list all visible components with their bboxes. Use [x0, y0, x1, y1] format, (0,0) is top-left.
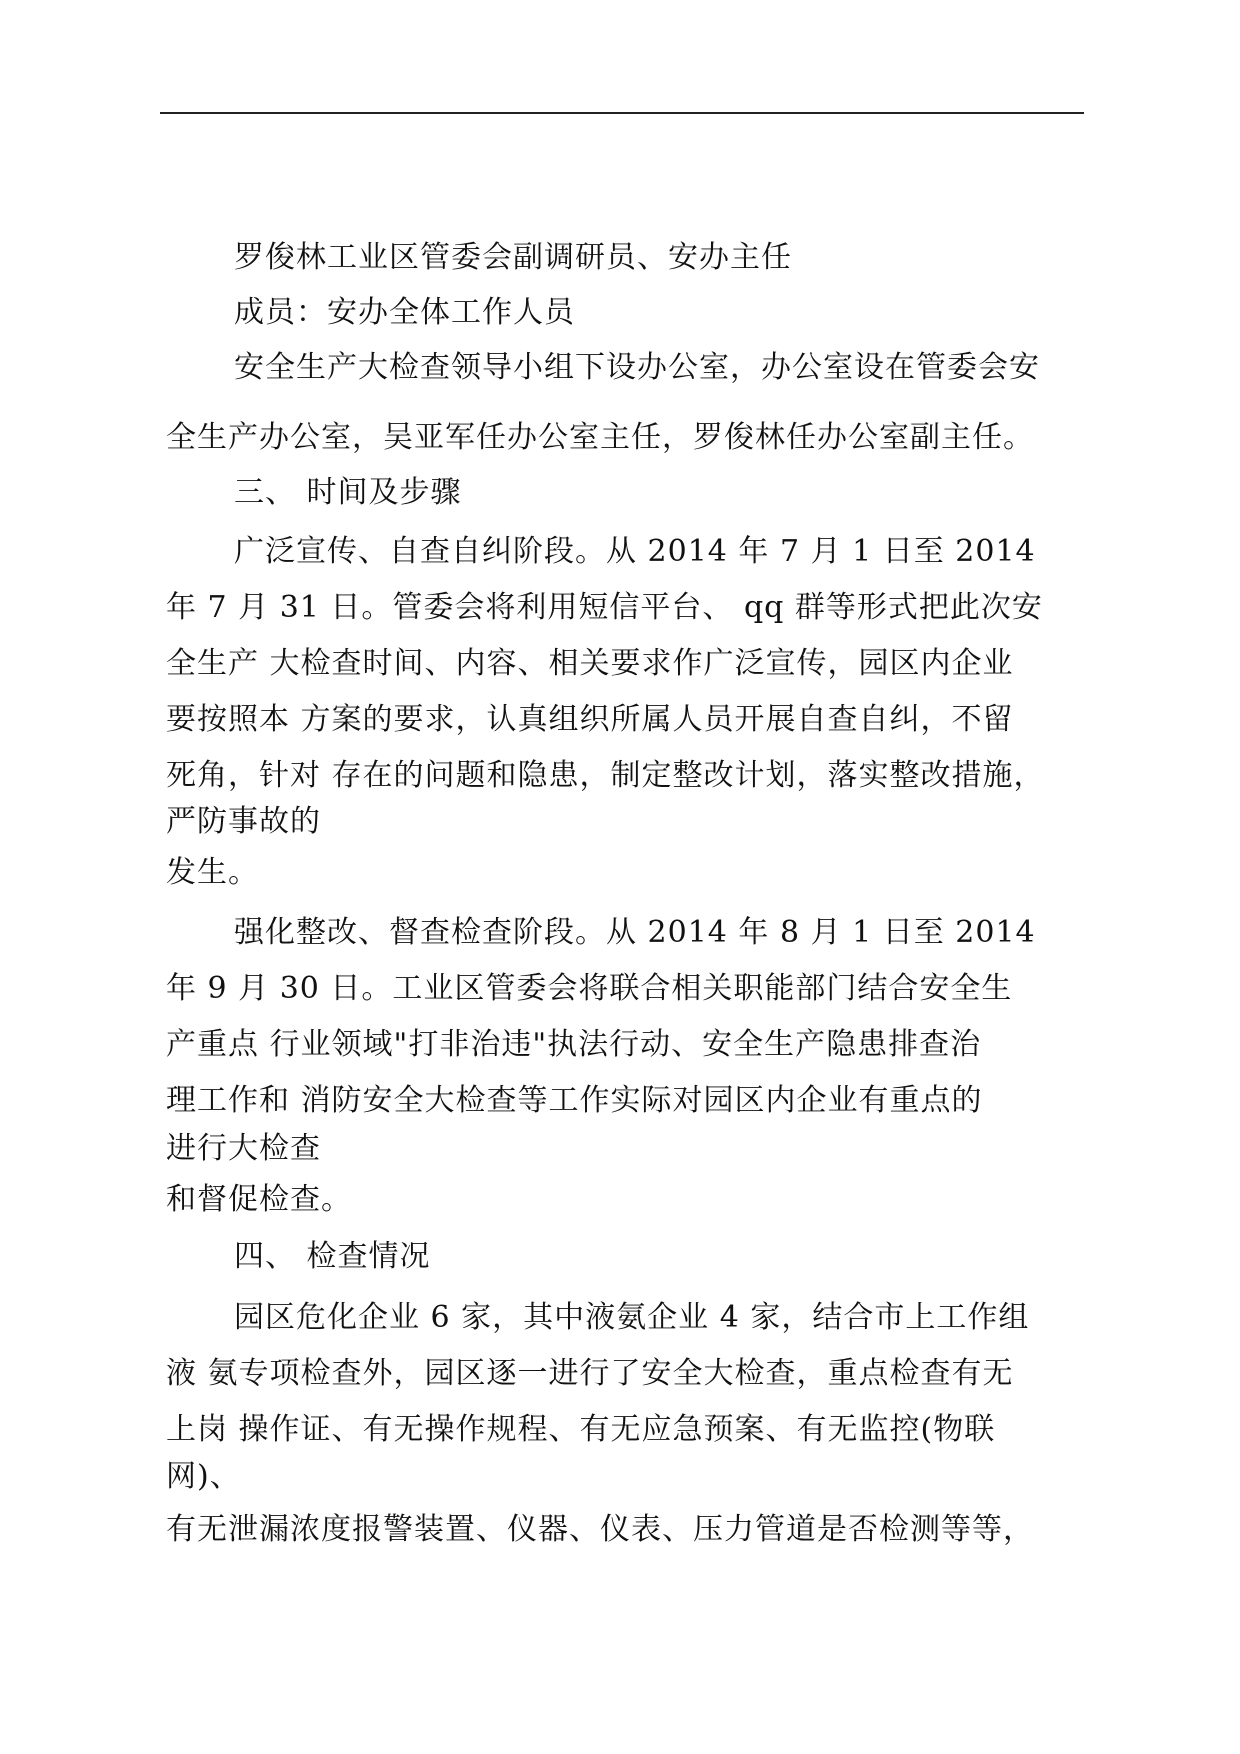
text-line: 发生。 — [166, 855, 259, 890]
section-heading: 三、 时间及步骤 — [234, 475, 462, 510]
text-line: 和督促检查。 — [166, 1182, 352, 1217]
text-line: 要按照本 方案的要求，认真组织所属人员开展自查自纠，不留 — [166, 702, 1014, 737]
text-line: 液 氨专项检查外，园区逐一进行了安全大检查，重点检查有无 — [166, 1356, 1014, 1391]
text-line: 成员：安办全体工作人员 — [234, 295, 575, 330]
section-heading: 四、 检查情况 — [234, 1239, 431, 1274]
text-line: 理工作和 消防安全大检查等工作实际对园区内企业有重点的 — [166, 1083, 983, 1118]
text-line: 年 9 月 30 日。工业区管委会将联合相关职能部门结合安全生 — [166, 971, 1013, 1006]
text-line: 罗俊林工业区管委会副调研员、安办主任 — [234, 240, 792, 275]
text-line: 强化整改、督查检查阶段。从 2014 年 8 月 1 日至 2014 — [234, 915, 1036, 950]
text-line: 网)、 — [166, 1459, 241, 1494]
text-line: 进行大检查 — [166, 1131, 321, 1166]
text-line: 安全生产大检查领导小组下设办公室，办公室设在管委会安 — [234, 350, 1040, 385]
text-line: 全生产办公室，吴亚军任办公室主任，罗俊林任办公室副主任。 — [166, 420, 1034, 455]
text-line: 上岗 操作证、有无操作规程、有无应急预案、有无监控(物联 — [166, 1412, 996, 1447]
text-line: 有无泄漏浓度报警装置、仪器、仪表、压力管道是否检测等等， — [166, 1512, 1034, 1547]
text-line: 广泛宣传、自查自纠阶段。从 2014 年 7 月 1 日至 2014 — [234, 534, 1036, 569]
text-line: 全生产 大检查时间、内容、相关要求作广泛宣传，园区内企业 — [166, 646, 1014, 681]
text-line: 园区危化企业 6 家，其中液氨企业 4 家，结合市上工作组 — [234, 1300, 1030, 1335]
text-line: 死角，针对 存在的问题和隐患，制定整改计划，落实整改措施， — [166, 758, 1045, 793]
header-rule — [160, 112, 1084, 114]
text-line: 严防事故的 — [166, 804, 321, 839]
text-line: 年 7 月 31 日。管委会将利用短信平台、 qq 群等形式把此次安 — [166, 590, 1043, 625]
text-line: 产重点 行业领域"打非治违"执法行动、安全生产隐患排查治 — [166, 1027, 982, 1062]
